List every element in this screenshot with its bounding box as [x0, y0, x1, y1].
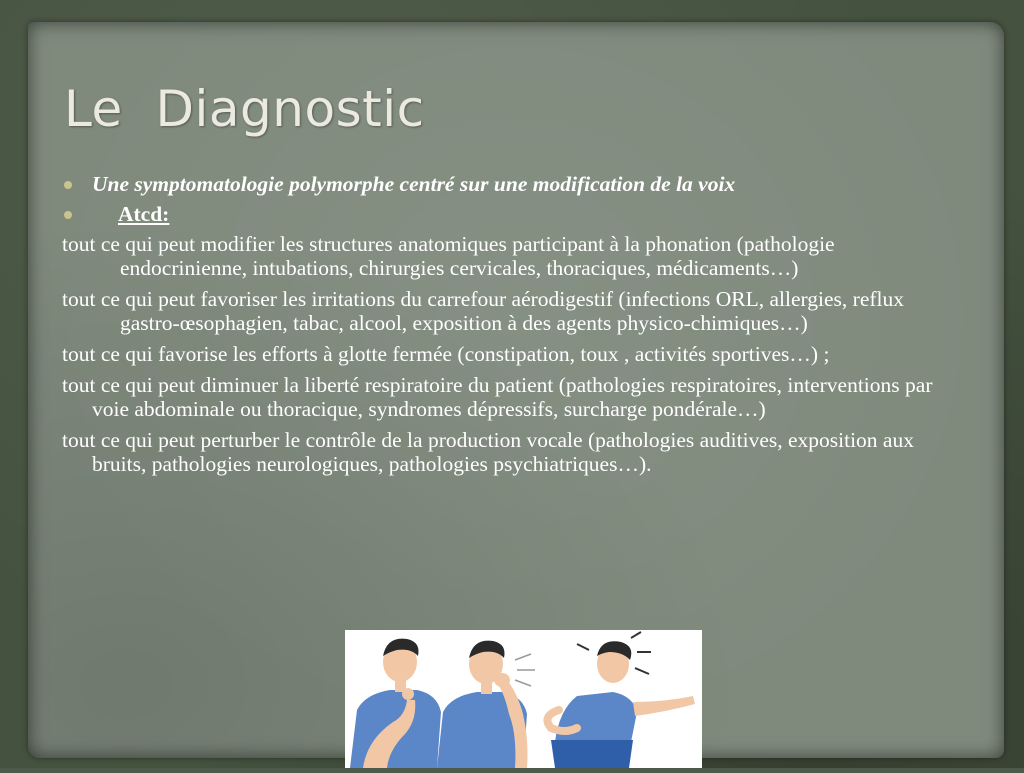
bullet-text-atcd: Atcd: — [118, 202, 170, 226]
paragraph: tout ce qui favorise les efforts à glotte fermée (constipation, toux , activités sportives…) ; — [62, 342, 830, 366]
paragraph: tout ce qui peut modifier les structures anatomiques participant à la phonation (pathologie endocrinienne, intubations, chirurgies cervicales, thoraciques, médicaments…) — [62, 232, 835, 280]
bullet-item — [62, 172, 962, 196]
paragraph: tout ce qui peut favoriser les irritations du carrefour aérodigestif (infections ORL, allergies, reflux gastro-œsophagien, tabac, alcool, exposition à des agents physico-chimiques…) — [62, 287, 904, 335]
slide-content — [62, 172, 962, 483]
bullet-icon — [64, 211, 72, 219]
bullet-item — [62, 202, 962, 226]
bullet-icon — [64, 181, 72, 189]
slide-title: Le Diagnostic — [64, 80, 425, 138]
figure-thinking — [350, 639, 441, 768]
paragraph: tout ce qui peut perturber le contrôle de la production vocale (pathologies auditives, exposition aux bruits, pathologies neurologiques, pathologies psychiatriques…). — [62, 428, 914, 476]
figure-coughing — [437, 641, 535, 768]
coughing-man-illustration — [345, 630, 702, 768]
bullet-text: Une symptomatologie polymorphe centré sur une modification de la voix — [92, 172, 736, 196]
paragraph: tout ce qui peut diminuer la liberté respiratoire du patient (pathologies respiratoires, interventions par voie abdominale ou thoracique, syndromes dépressifs, surcharge pondérale…) — [62, 373, 933, 421]
figure-pointing — [547, 632, 695, 768]
